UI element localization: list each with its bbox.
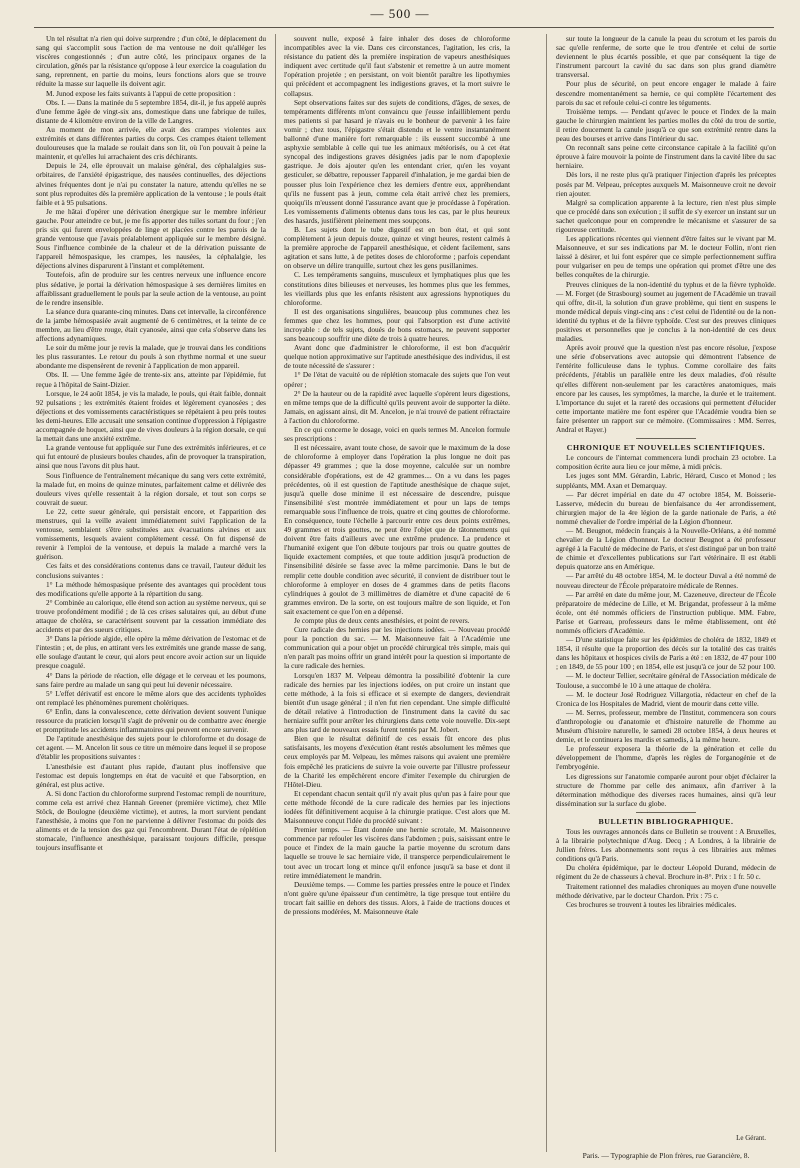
paragraph: M. Junod expose les faits suivants à l'appui de cette proposition : — [46, 88, 236, 98]
paragraph: Troisième temps. — Pendant qu'avec le pouce et l'index de la main gauche le chirurgien maintient les parties molles du côté du trou de sortie, il retire doucement la canule jusqu'à ce que son extrémité rentre dans la peau des bourses et arrive dans l'intérieur du sac. — [556, 106, 776, 144]
paragraph: Obs. II. — Une femme âgée de trente-six ans, atteinte par l'épidémie, fut reçue à l'hôpital de Saint-Dizier. — [36, 370, 266, 389]
paragraph: sur toute la longueur de la canule la peau du scrotum et les parois du sac qu'elle renferme, de sorte que le trou d'entrée et celui de sortie deviennent le plus écartés possible, et que par conséquent la tige de l'instrument parcourt la cavité du sac dans son plus grand diamètre transversal. — [556, 34, 776, 80]
news-item: — Par arrêté en date du même jour, M. Cazeneuve, directeur de l'École préparatoire de médecine de Lille, et M. Brigandat, professeur à la même école, ont été nommés officiers de l'instruction publique. MM. Fabre, Parise et Garreau, professeurs dans le même établissement, ont été nommés officiers d'Académie. — [556, 589, 776, 635]
paragraph: En ce qui concerne le dosage, voici en quels termes M. Ancelon formule ses prescriptions : — [284, 425, 510, 444]
paragraph: Il est des organisations singulières, beaucoup plus communes chez les femmes que chez les hommes, pour qui l'absorption est d'une activité incroyable : de tels sujets, doués de bons estomacs, ne peuvent supporter sans beaucoup souffrir une diète de trois à quatre heures. — [284, 306, 510, 344]
news-item: — M. Serres, professeur, membre de l'Institut, commencera son cours d'anthropologie ou d'anatomie et d'histoire naturelle de l'homme au Muséum d'histoire naturelle, le samedi 28 octobre 1854, à deux heures et demie, et le continuera les mardis et samedis, à la même heure. — [556, 707, 776, 745]
paragraph: Avant donc que d'administrer le chloroforme, il est bon d'acquérir quelque notion approximative sur l'aptitude anesthésique des individus, il est de toute nécessité de s'assurer : — [284, 343, 510, 371]
paragraph: La séance dura quarante-cinq minutes. Dans cet intervalle, la circonférence de la jambe hémospasiée avait augmenté de 6 centimètres, et la teinte de ce membre, au lieu d'être rouge, était cyanosée, ainsi que cela s'observe dans les affections adynamiques. — [36, 306, 266, 344]
paragraph: Lorsqu'en 1837 M. Velpeau démontra la possibilité d'obtenir la cure radicale des hernies par les injections iodées, on put croire un instant que cette méthode, à la fois si efficace et si exempte de dangers, deviendrait bientôt d'un usage général ; il n'en fut rien cependant. Une simple difficulté de détail relative à l'introduction de l'instrument dans la cavité du sac herniaire suffit pour arrêter les chirurgiens dans cette voie nouvelle. Dix-sept ans plus tard de nouveaux essais furent tentés par M. Jobert. — [284, 670, 510, 735]
news-item: — M. le docteur José Rodriguez Villargotia, rédacteur en chef de la Cronica de los Hospitales de Madrid, vient de mourir dans cette ville. — [556, 689, 776, 708]
paragraph: Pour plus de sécurité, on peut encore engager le malade à faire descendre momentanément sa hernie, ce qui complète l'écartement des parois du sac et refoule celui-ci contre les téguments. — [556, 79, 776, 107]
paragraph: 5° L'effet dérivatif est encore le même alors que des accidents typhoïdes ont remplacé les phénomènes purement cholériques. — [36, 688, 266, 707]
news-item: Le professeur exposera la théorie de la génération et celle du développement de l'homme, d'après les règles de l'organogénie et de l'embryogénie. — [556, 744, 776, 772]
paragraph: Après avoir prouvé que la question n'est pas encore résolue, j'expose une série d'observations avec autopsie qui démontrent l'absence de l'entérite folliculeuse dans le typhus. Comme corollaire des faits précédents, j'établis un parallèle entre les deux maladies, d'où résulte qu'elles diffèrent non-seulement par les caractères anatomiques, mais encore par les causes, les symptômes, la marche, la durée et le traitement. L'importance du sujet et la rareté des occasions qui permettent d'élucider cette importante matière me font espérer que l'Académie voudra bien se faire présenter un rapport sur ce mémoire. (Commissaires : MM. Serres, Andral et Rayer.) — [556, 343, 776, 435]
paragraph: Le 22, cette sueur générale, qui persistait encore, et l'apparition des menstrues, qui la veille avaient immédiatement suivi l'application de la ventouse, semblaient s'être substituées aux évacuations alvines et aux vomissements, lesquels avaient complétement cessé. On fut dispensé de revenir à l'emploi de la ventouse, et depuis la malade a marché vers la guérison. — [36, 506, 266, 562]
news-item: Le concours de l'internat commencera lundi prochain 23 octobre. La composition écrite aura lieu ce jour même, à midi précis. — [556, 453, 776, 472]
news-item: — M. le docteur Tellier, secrétaire général de l'Association médicale de Toulouse, a succombé le 10 à une attaque de choléra. — [556, 671, 776, 690]
paragraph: La grande ventouse fut appliquée sur l'une des extrémités inférieures, et ce qui fut entouré de plusieurs boules chaudes, afin de provoquer la transpiration, ainsi que nous l'avons dit plus haut. — [36, 443, 266, 471]
paragraph: A. Si donc l'action du chloroforme surprend l'estomac rempli de nourriture, comme cela est arrivé chez Hannah Greener (première victime), chez Mlle Stöck, de Boulogne (deuxième victime), et autres, la mort survient pendant l'anesthésie, à moins que l'on ne parvienne à délivrer l'estomac du poids des aliments et de la tension des gaz qui l'encombrent. Durant l'état de réplétion stomacale, l'influence anesthésique, paraissant toujours difficile, presque toujours insuffisante et — [36, 788, 266, 853]
paragraph: Obs. I. — Dans la matinée du 5 septembre 1854, dit-il, je fus appelé auprès d'une femme âgée de vingt-six ans, domestique dans une fabrique de tuiles, distante de 4 kilomètre environ de la ville de Langres. — [36, 97, 266, 125]
section-rule — [636, 438, 696, 439]
paragraph: C. Les tempéraments sanguins, musculeux et lymphatiques plus que les constitutions dites bilieuses et nerveuses, les hommes plus que les femmes, les vieillards plus que les enfants résistent aux agressions hypnotiques du chloroforme. — [284, 270, 510, 307]
paragraph: Le soir du même jour je revis la malade, que je trouvai dans les conditions les plus rassurantes. Le retour du pouls à son rhythme normal et une sueur abondante me dispensèrent de revenir à l'application de mon appareil. — [36, 343, 266, 371]
section-lead: De l'aptitude anesthésique des sujets pour le chloroforme et du dosage de cet agent. — M. Ancelon lit sous ce titre un mémoire dans lequel il se propose d'établir les propositions suivantes : — [36, 734, 266, 762]
column-right — [556, 34, 776, 1152]
paragraph: Sept observations faites sur des sujets de conditions, d'âges, de sexes, de tempéraments différents m'ont convaincu que j'eusse infailliblement perdu mes patients si par hasard je n'avais eu le bonheur de parvenir à les faire vomir ; chez tous, l'épigastre s'était distendu et le ventre instantanément ballonné d'une manière fort remarquable : ils eussent succombé à une asphyxie semblable à celle qui tue les animaux météorisés, ou à cet état syncopal des indigestions graves désignées jadis par le nom d'apoplexie gastrique. Je dois ajouter qu'en les entendant crier, qu'en les voyant gesticuler, se débattre, repousser l'appareil d'inhalation, je me gardai bien de pousser plus loin l'expérience chez les derniers d'entre eux, appréhendant qu'ils ne fussent pas à jeun, comme cela était arrivé chez les premiers, quoiqu'ils m'eussent donné l'assurance avant que je procédasse à l'opération. Les vomissements d'aliments obtenus dans tous les cas, par le plus heureux des hasards, justifièrent pleinement mes soupçons. — [284, 97, 510, 225]
paragraph: 3° Dans la période algide, elle opère la même dérivation de l'estomac et de l'intestin ; et, de plus, en attirant vers les extrémités une grande masse de sang, elle soulage d'autant le cœur, qui alors peut encore avoir action sur un liquide presque coagulé. — [36, 634, 266, 671]
imprint: Paris. — Typographie de Plon frères, rue Garancière, 8. — [582, 1151, 750, 1160]
section-lead: Cure radicale des hernies par les injections iodées. — Nouveau procédé pour la ponction du sac. — M. Maisonneuve fait à l'Académie une communication qui a pour objet un procédé chirurgical très simple, mais qui n'en paraît pas moins offrir un grand intérêt pour la question si importante de la cure radicale des hernies. — [284, 625, 510, 671]
paragraph: Ces faits et des considérations contenus dans ce travail, l'auteur déduit les conclusions suivantes : — [36, 561, 266, 580]
news-item: — Par décret impérial en date du 47 octobre 1854, M. Boisserie-Lasserve, médecin du bureau de bienfaisance du 4er arrondissement, chirurgien major de la 4re légion de la garde nationale de Paris, a été nommé chevalier de l'ordre impérial de la Légion d'honneur. — [556, 489, 776, 526]
paragraph: Il est nécessaire, avant toute chose, de savoir que le maximum de la dose de chloroforme à employer dans l'opération la plus longue ne doit pas dépasser 49 grammes ; que la dose moyenne, calculée sur un nombre considérable d'opérations, est de 42 grammes.... On a vu dans les pages précédentes, où il est question de l'aptitude anesthésique de chaque sujet, jusqu'à quelle dose minime il est nécessaire de descendre, puisque l'insensibilité s'est montrée immédiatement et pour un laps de temps remarquable sous l'influence de trois, quatre et cinq gouttes de chloroforme. En conséquence, toute l'échelle à parcourir entre ces deux points extrêmes, 49 grammes et trois gouttes, ne peut être l'objet que de tâtonnements qui doivent être faits d'ailleurs avec une extrême prudence. La prudence et l'humanité exigent que l'on débute toujours par trois ou quatre gouttes de liquide exactement comptées, et que toute addition jusqu'à production de l'insensibilité désirée se fasse avec la même parcimonie. Dans le but de remplir cette double condition avec sécurité, il convient de distribuer tout le chloroforme à employer en doses de 4 grammes dans de petits flacons cylindriques à goulot de 3 millimètres de diamètre et d'une capacité de 6 grammes environ. De la sorte, on est toujours maître de son liquide, et l'on sait exactement ce que l'on en a dépensé. — [284, 443, 510, 616]
bulletin-item: Traitement rationnel des maladies chroniques au moyen d'une nouvelle méthode dérivative, par le docteur Chardon. Prix : 75 c. — [556, 881, 776, 900]
bulletin-item: Ces brochures se trouvent à toutes les librairies médicales. — [566, 899, 737, 909]
paragraph: Et cependant chacun sentait qu'il n'y avait plus qu'un pas à faire pour que cette méthode fécondé de la cure radicale des hernies par les injections iodées fût définitivement acquise à la chirurgie pratique. C'est alors que M. Maisonneuve conçut l'idée du procédé suivant : — [284, 788, 510, 826]
paragraph: Deuxième temps. — Comme les parties pressées entre le pouce et l'index n'ont guère qu'une épaisseur d'un centimètre, la tige presque tout entière du trocart fait saillie en dehors des tissus. Alors, à l'aide de tractions douces et de pressions modérées, M. Maisonneuve étale — [284, 879, 510, 916]
paragraph: On reconnaît sans peine cette circonstance capitale à la facilité qu'on éprouve à faire mouvoir la pointe de l'instrument dans la cavité libre du sac herniaire. — [556, 143, 776, 171]
news-item: — M. Beugnot, médecin français à la Nouvelle-Orléans, a été nommé chevalier de la Légion d'honneur. Le docteur Beugnot a été professeur agrégé à la Faculté de médecine de Paris, et s'est distingué par un bon traité de chimie et d'excellentes publications sur l'art vétérinaire. Il est établi depuis quatorze ans en Amérique. — [556, 525, 776, 572]
paragraph: B. Les sujets dont le tube digestif est en bon état, et qui sont complètement à jeun depuis douze, quinze et vingt heures, restent calmés à la première approche de l'appareil anesthésique, et cèdent facilement, sans agitation et sans lutte, à de petites doses de chloroforme ; parfois cependant on observe un délire tranquille, surtout chez les gens pusillanimes. — [284, 224, 510, 271]
paragraph: Depuis le 24, elle éprouvait un malaise général, des céphalalgies sus-orbitaires, de l'anxiété épigastrique, des nausées continuelles, des déjections alvines fréquentes dont je n'ai pu constater la nature, attendu qu'elles ne se sont plus reproduites dès la première application de la ventouse ; le pouls était faible et à 95 pulsations. — [36, 161, 266, 207]
paragraph: Bien que le résultat définitif de ces essais fût encore des plus satisfaisants, les moyens d'exécution étant restés absolument les mêmes que ceux employés par M. Velpeau, les mêmes raisons qui avaient une première fois empêché les praticiens de suivre la voie ouverte par l'illustre professeur de la Charité les empêchèrent encore d'imiter l'exemple du chirurgien de l'Hôtel-Dieu. — [284, 734, 510, 789]
paragraph: L'anesthésie est d'autant plus rapide, d'autant plus inoffensive que l'estomac est depuis longtemps en état de vacuité et que l'absorption, en général, est plus active. — [36, 761, 266, 789]
signature: Le Gérant. — [736, 1134, 766, 1142]
paragraph: 2° Combinée au calorique, elle étend son action au système nerveux, qui se trouve profondément modifié ; de là ces crises salutaires qui, au début d'une attaque de choléra, se caractérisent souvent par la cessation immédiate des accidents et par des sueurs critiques. — [36, 597, 266, 635]
paragraph: Sous l'influence de l'entraînement mécanique du sang vers cette extrémité, la malade fut, en moins de quinze minutes, parfaitement calme et délivrée des douleurs vives qu'elle ressentait à la région dorsale, et tout son corps se couvrait de sueur. — [36, 470, 266, 507]
column-separator — [275, 34, 276, 1152]
paragraph: Malgré sa complication apparente à la lecture, rien n'est plus simple que ce procédé dans son exécution ; il suffit de s'y exercer un instant sur un sachet quelconque pour en comprendre le mécanisme et s'assurer de sa rigoureuse certitude. — [556, 197, 776, 234]
paragraph: Toutefois, afin de produire sur les centres nerveux une influence encore plus sédative, je portai la dérivation hémospasique à ses dernières limites en affaiblissant graduellement le pouls par la seule action de la ventouse, au point de le rendre insensible. — [36, 270, 266, 307]
section-lead: Preuves cliniques de la non-identité du typhus et de la fièvre typhoïde. — M. Forget (de Strasbourg) soumet au jugement de l'Académie un travail qui offre, dit-il, la solution d'un grave problème, qui tient en suspens le monde médical depuis vingt-cinq ans : c'est celui de l'identité ou de la non-identité du typhus et de la fièvre typhoïde. C'est sur des preuves cliniques positives et personnelles que je conclus à la non-identité de ces deux maladies. — [556, 279, 776, 344]
page-number: — 500 — — [370, 6, 430, 21]
paragraph: Je me hâtai d'opérer une dérivation énergique sur le membre inférieur gauche. Pour atteindre ce but, je me fis apporter des tuiles sortant du four ; j'en pris six qui furent enveloppées de linge et placées contre les parois de la grande ventouse que j'avais préalablement appliquée sur le membre désigné. Sous l'influence combinée de la chaleur et de la dérivation puissante de l'appareil hémospasique, les crampes, les nausées, la céphalalgie, les déjections alvines disparurent à l'instant et complétement. — [36, 206, 266, 271]
column-separator — [546, 34, 547, 1152]
paragraph: Au moment de mon arrivée, elle avait des crampes violentes aux extrémités et dans différentes parties du corps. Ces crampes étaient tellement douloureuses que la malade se roulait dans son lit, où l'on pouvait à peine la maintenir, et qu'elles lui arrachaient des cris déchirants. — [36, 124, 266, 162]
paragraph: 4° Dans la période de réaction, elle dégage et le cerveau et les poumons, sans faire perdre au malade un sang qui peut lui devenir nécessaire. — [36, 670, 266, 689]
paragraph: souvent nulle, exposé à faire inhaler des doses de chloroforme incompatibles avec la vie. Dans ces circonstances, l'agitation, les cris, la résistance du patient dès la première inspiration de vapeurs anesthésiques indiquent avec certitude qu'il faut s'abstenir et remettre à un autre moment l'opération projetée ; en persistant, on voit bientôt paraître les lipothymies qui précèdent et accompagnent les indigestions graves, et la mort suivre le collapsus. — [284, 34, 510, 98]
paragraph: 2° De la hauteur ou de la rapidité avec laquelle s'opèrent leurs digestions, en même temps que de la difficulté qu'ils peuvent avoir de supporter la diète. Jamais, en agissant ainsi, dit M. Ancelon, je n'ai trouvé de patient réfractaire à l'action du chloroforme. — [284, 388, 510, 425]
section-rule — [636, 812, 696, 813]
bulletin-item: Du choléra épidémique, par le docteur Léopold Durand, médecin de régiment du 2e de chasseurs à cheval. Brochure in-8°. Prix : 1 fr. 50 c. — [556, 863, 776, 882]
news-item: Les juges sont MM. Gérardin, Labric, Hérard, Cusco et Monod ; les suppléants, MM. Axan et Demarquay. — [556, 471, 776, 490]
paragraph: 1° De l'état de vacuité ou de réplétion stomacale des sujets que l'on veut opérer ; — [284, 370, 510, 389]
paragraph: Premier temps. — Étant donnée une hernie scrotale, M. Maisonneuve commence par refouler les viscères dans l'abdomen ; puis, saisissant entre le pouce et l'index de la main gauche la partie moyenne du scrotum dans laquelle se trouve le sac herniaire vide, il transperce perpendiculairement le tout avec un trocart long et mince qu'il enfonce jusqu'à sa base et dont il retire immédiatement le mandrin. — [284, 825, 510, 880]
bulletin-heading: BULLETIN BIBLIOGRAPHIQUE. — [598, 816, 734, 826]
paragraph: Un tel résultat n'a rien qui doive surprendre ; d'un côté, le déplacement du sang qui s'accomplit sous l'action de ma ventouse ne doit qu'alléger les viscères congestionnés ; d'un autre côté, les principaux organes de la circulation, gênés par la résistance qu'oppose à leur exercice la coagulation du sang, reprennent, en partie du moins, leurs fonctions alors que se trouve réduite la masse sur laquelle ils doivent agir. — [36, 34, 266, 89]
paragraph: Je compte plus de deux cents anesthésies, et point de revers. — [294, 616, 470, 625]
bulletin-item: Tous les ouvrages annoncés dans ce Bulletin se trouvent : A Bruxelles, à la librairie polytechnique d'Aug. Decq ; A Londres, à la librairie de Jullien frères. Les abonnements sont reçus à ces librairies aux mêmes conditions qu'à Paris. — [556, 826, 776, 864]
column-left — [36, 34, 266, 1152]
column-middle — [284, 34, 510, 1152]
chronique-heading: CHRONIQUE ET NOUVELLES SCIENTIFIQUES. — [566, 443, 766, 453]
paragraph: 6° Enfin, dans la convalescence, cette dérivation devient souvent l'unique ressource du praticien lorsqu'il s'agit de prévenir ou de combattre avec énergie et promptitude les accidents inflammatoires qui peuvent encore survenir. — [36, 706, 266, 735]
news-item: — D'une statistique faite sur les épidémies de choléra de 1832, 1849 et 1854, il résulte que la proportion des décès sur la totalité des cas traités dans les hôpitaux et hospices civils de Paris a été : en 1832, de 47 pour 100 ; en 1849, de 55 pour 100 ; en 1854, elle est jusqu'à ce jour de 52 pour 100. — [556, 635, 776, 672]
news-item: Les digressions sur l'anatomie comparée auront pour objet d'éclairer la structure de l'homme par celle des animaux, afin d'arriver à la détermination méthodique des diverses races humaines, ainsi qu'à leur dissémination sur la surface du globe. — [556, 771, 776, 808]
news-item: — Par arrêté du 48 octobre 1854, M. le docteur Duval a été nommé de nouveau directeur de l'École préparatoire médicale de Rennes. — [556, 571, 776, 590]
paragraph: 1° La méthode hémospasique présente des avantages qui procèdent tous des modifications qu'elle apporte à la répartition du sang. — [36, 579, 266, 598]
header-rule — [34, 27, 774, 28]
paragraph: Lorsque, le 24 août 1854, je vis la malade, le pouls, qui était faible, donnait 92 pulsations ; les extrémités étaient froides et légèrement cyanosées ; des déjections et des vomissements caractéristiques se répétaient à peu près toutes les demi-heures. Elle accusait une sensation continue d'oppression à l'épigastre accompagnée de hoquet, ainsi que de vives douleurs à la région dorsale, ce qui la mettait dans une anxiété extrême. — [36, 388, 266, 444]
paragraph: Les applications récentes qui viennent d'être faites sur le vivant par M. Maisonneuve, et sur ses indications par M. le docteur Follin, n'ont rien laissé à désirer, et lui font espérer que ce simple perfectionnement suffira pour vulgariser en peu de temps une opération qui promet d'être une des belles conquêtes de la chirurgie. — [556, 234, 776, 280]
paragraph: Dès lors, il ne reste plus qu'à pratiquer l'injection d'après les préceptes posés par M. Velpeau, préceptes auxquels M. Maisonneuve croit ne devoir rien ajouter. — [556, 170, 776, 198]
